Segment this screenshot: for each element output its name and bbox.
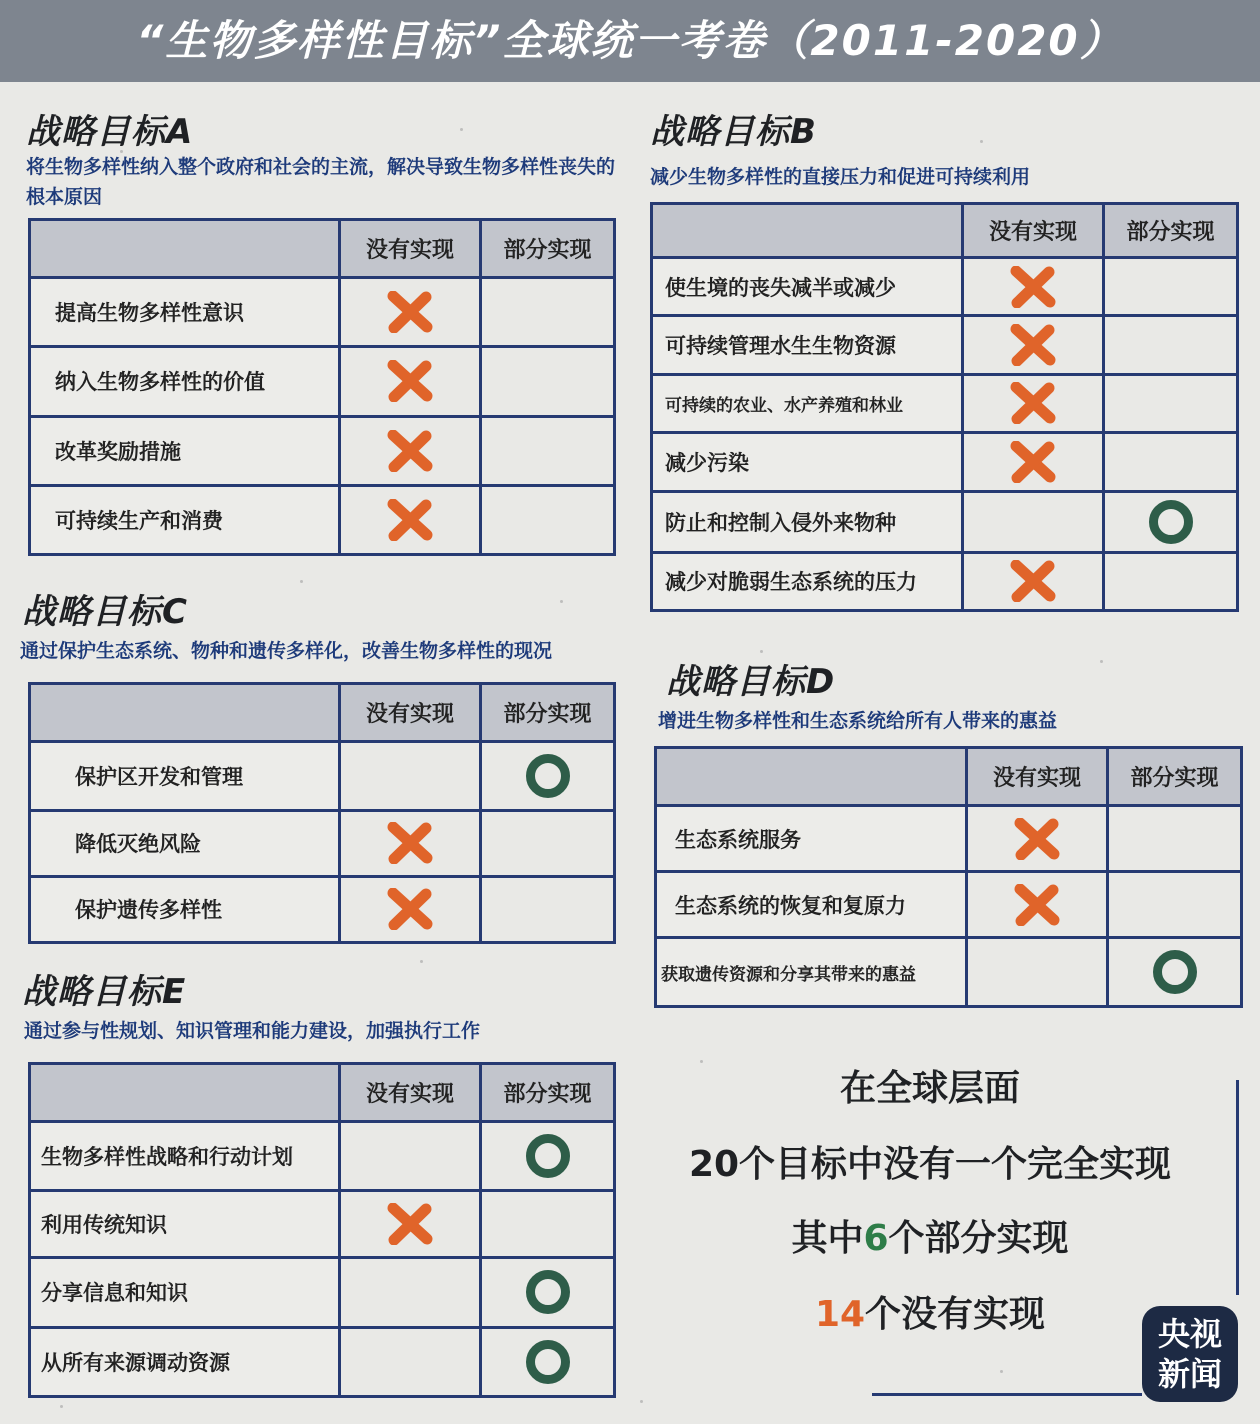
corner-cell [652, 204, 963, 258]
column-header-not-achieved: 没有实现 [963, 204, 1104, 258]
target-label: 生态系统服务 [656, 806, 967, 872]
partial-cell [481, 1327, 615, 1397]
summary-bottom-rule [872, 1393, 1142, 1396]
target-label: 改革奖励措施 [30, 416, 340, 485]
ring-icon [526, 1134, 570, 1178]
corner-cell [30, 220, 340, 278]
not-achieved-cell [340, 347, 481, 416]
cross-icon [387, 430, 433, 472]
summary-line-1: 在全球层面 [839, 1068, 1020, 1109]
partial-cell [1108, 938, 1242, 1007]
goal-c-desc: 通过保护生态系统、物种和遗传多样化，改善生物多样性的现况 [20, 640, 553, 662]
summary-line-3-prefix: 其中 [791, 1218, 864, 1259]
partial-cell [1108, 806, 1242, 872]
column-header-not-achieved: 没有实现 [340, 684, 481, 742]
not-achieved-cell [340, 1122, 481, 1191]
not-achieved-cell [340, 742, 481, 811]
paper-speck [300, 580, 303, 583]
partial-cell [481, 876, 615, 942]
partial-cell [1104, 258, 1238, 316]
cross-icon [1010, 382, 1056, 424]
not-achieved-cell [963, 316, 1104, 374]
target-label: 减少污染 [652, 433, 963, 491]
ring-icon [526, 1340, 570, 1384]
cross-icon [387, 888, 433, 930]
not-achieved-cell [340, 810, 481, 876]
column-header-partial: 部分实现 [481, 1064, 615, 1122]
not-achieved-cell [963, 491, 1104, 552]
goal-e-title: 战略目标E [22, 972, 187, 1012]
partial-count: 6 [863, 1218, 889, 1259]
target-label: 减少对脆弱生态系统的压力 [652, 552, 963, 610]
partial-cell [481, 416, 615, 485]
ring-icon [526, 1270, 570, 1314]
partial-cell [481, 1191, 615, 1258]
not-achieved-cell [963, 552, 1104, 610]
target-label: 使生境的丧失减半或减少 [652, 258, 963, 316]
target-label: 利用传统知识 [30, 1191, 340, 1258]
goal-e-table [28, 1062, 616, 1398]
not-achieved-cell [967, 872, 1108, 938]
partial-cell [1104, 374, 1238, 432]
target-label: 可持续的农业、水产养殖和林业 [652, 374, 963, 432]
cross-icon [1010, 324, 1056, 366]
goal-b-table [650, 202, 1239, 612]
column-header-partial: 部分实现 [481, 684, 615, 742]
column-header-not-achieved: 没有实现 [340, 1064, 481, 1122]
corner-cell [656, 748, 967, 806]
not-achieved-cell [340, 1191, 481, 1258]
paper-speck [60, 1405, 63, 1408]
cross-icon [1010, 441, 1056, 483]
not-achieved-count: 14 [814, 1294, 866, 1335]
cross-icon [387, 360, 433, 402]
paper-speck [1000, 1370, 1003, 1373]
partial-cell [1104, 491, 1238, 552]
target-label: 获取遗传资源和分享其带来的惠益 [656, 938, 967, 1007]
logo-line-1: 央视 [1157, 1315, 1222, 1353]
summary-line-3-suffix: 个部分实现 [888, 1218, 1069, 1259]
summary-line-4-suffix: 个没有实现 [865, 1294, 1046, 1335]
corner-cell [30, 684, 340, 742]
partial-cell [481, 347, 615, 416]
ring-icon [1153, 950, 1197, 994]
column-header-partial: 部分实现 [481, 220, 615, 278]
column-header-partial: 部分实现 [1104, 204, 1238, 258]
target-label: 可持续管理水生生物资源 [652, 316, 963, 374]
not-achieved-cell [967, 938, 1108, 1007]
goal-b-desc: 减少生物多样性的直接压力和促进可持续利用 [650, 166, 1031, 188]
goal-a-title: 战略目标A [26, 112, 194, 152]
cross-icon [387, 499, 433, 541]
target-label: 生态系统的恢复和复原力 [656, 872, 967, 938]
not-achieved-cell [963, 433, 1104, 491]
cross-icon [1014, 884, 1060, 926]
paper-speck [1100, 660, 1103, 663]
target-label: 纳入生物多样性的价值 [30, 347, 340, 416]
partial-cell [481, 742, 615, 811]
target-label: 保护遗传多样性 [30, 876, 340, 942]
column-header-not-achieved: 没有实现 [967, 748, 1108, 806]
cross-icon [1010, 560, 1056, 602]
target-label: 提高生物多样性意识 [30, 278, 340, 347]
paper-speck [560, 600, 563, 603]
logo-line-2: 新闻 [1157, 1355, 1222, 1393]
partial-cell [481, 1122, 615, 1191]
summary-line-4 [650, 1286, 1210, 1337]
paper-speck [980, 140, 983, 143]
not-achieved-cell [963, 258, 1104, 316]
goal-c-title: 战略目标C [22, 592, 188, 632]
summary-right-rule [1236, 1080, 1239, 1295]
not-achieved-cell [340, 416, 481, 485]
goal-b-title: 战略目标B [650, 112, 817, 152]
goal-a-desc: 将生物多样性纳入整个政府和社会的主流，解决导致生物多样性丧失的根本原因 [26, 156, 616, 208]
paper-speck [760, 650, 763, 653]
column-header-not-achieved: 没有实现 [340, 220, 481, 278]
partial-cell [1108, 872, 1242, 938]
corner-cell [30, 1064, 340, 1122]
cross-icon [387, 291, 433, 333]
target-label: 分享信息和知识 [30, 1258, 340, 1327]
ring-icon [1149, 500, 1193, 544]
partial-cell [1104, 552, 1238, 610]
target-label: 降低灭绝风险 [30, 810, 340, 876]
cross-icon [1010, 266, 1056, 308]
cross-icon [387, 822, 433, 864]
not-achieved-cell [340, 1327, 481, 1397]
paper-speck [420, 960, 423, 963]
not-achieved-cell [340, 278, 481, 347]
goal-e-desc: 通过参与性规划、知识管理和能力建设，加强执行工作 [24, 1020, 481, 1042]
goal-c-table [28, 682, 616, 944]
goal-a-table [28, 218, 616, 556]
cross-icon [1014, 818, 1060, 860]
paper-speck [460, 128, 463, 131]
goal-d-desc: 增进生物多样性和生态系统给所有人带来的惠益 [658, 710, 1058, 732]
paper-speck [640, 1400, 643, 1403]
summary-line-3 [650, 1210, 1210, 1261]
ring-icon [526, 754, 570, 798]
column-header-partial: 部分实现 [1108, 748, 1242, 806]
not-achieved-cell [963, 374, 1104, 432]
partial-cell [1104, 433, 1238, 491]
not-achieved-cell [340, 485, 481, 554]
partial-cell [481, 810, 615, 876]
not-achieved-cell [340, 1258, 481, 1327]
partial-cell [481, 278, 615, 347]
not-achieved-cell [967, 806, 1108, 872]
target-label: 保护区开发和管理 [30, 742, 340, 811]
not-achieved-cell [340, 876, 481, 942]
partial-cell [481, 1258, 615, 1327]
partial-cell [481, 485, 615, 554]
target-label: 防止和控制入侵外来物种 [652, 491, 963, 552]
target-label: 从所有来源调动资源 [30, 1327, 340, 1397]
cross-icon [387, 1203, 433, 1245]
target-label: 生物多样性战略和行动计划 [30, 1122, 340, 1191]
goal-d-title: 战略目标D [666, 662, 836, 702]
partial-cell [1104, 316, 1238, 374]
cctv-news-logo [1142, 1306, 1238, 1402]
summary-line-2: 20个目标中没有一个完全实现 [688, 1144, 1172, 1185]
goal-d-table [654, 746, 1243, 1008]
page-title: “生物多样性目标”全球统一考卷（2011-2020） [0, 0, 1260, 82]
target-label: 可持续生产和消费 [30, 485, 340, 554]
